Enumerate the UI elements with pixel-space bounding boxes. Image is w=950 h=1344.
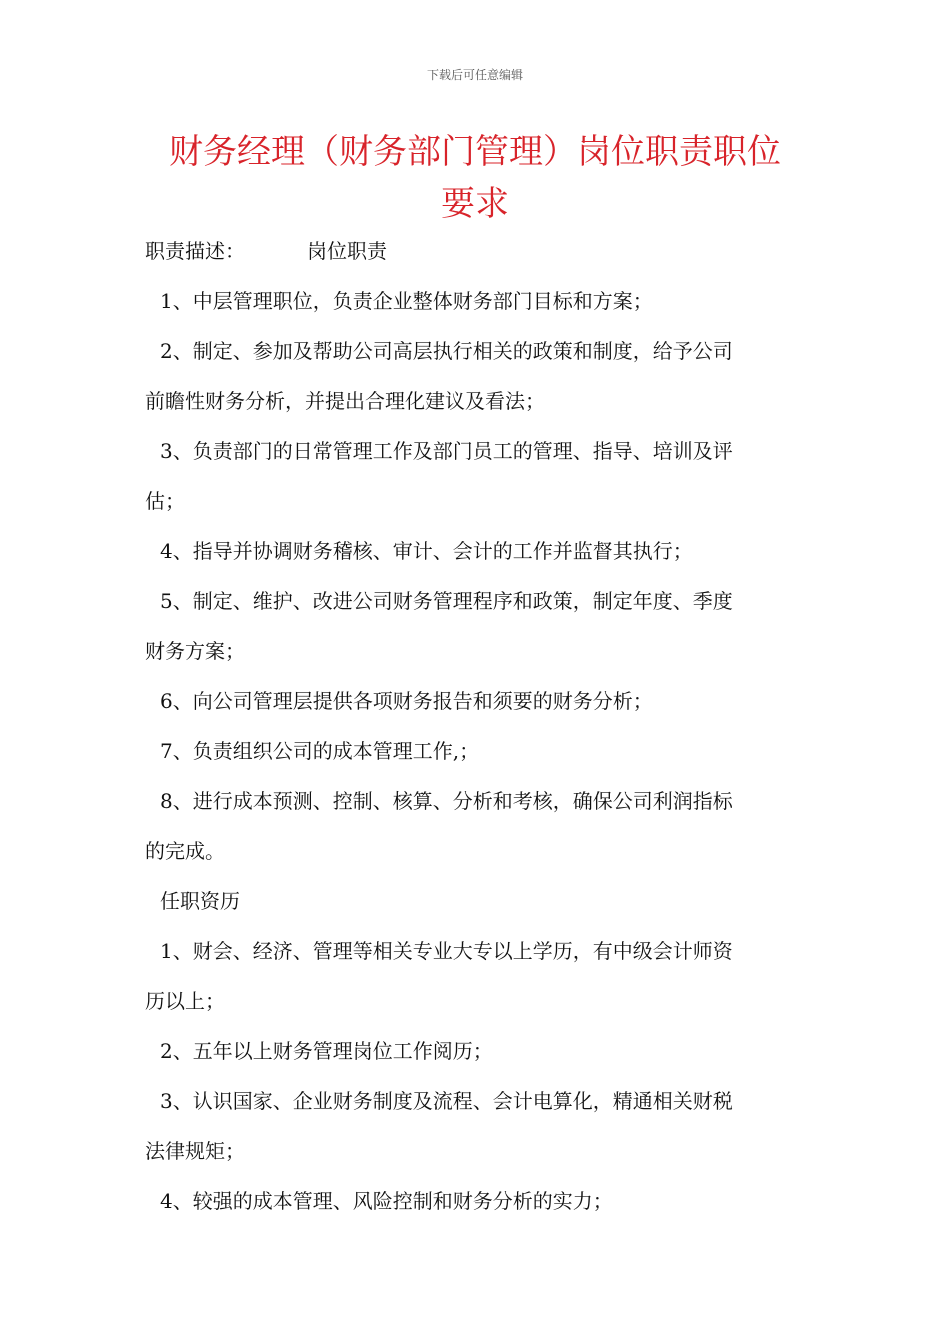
paragraph-line: 1、中层管理职位，负责企业整体财务部门目标和方案； xyxy=(160,289,653,313)
paragraph-line: 1、财会、经济、管理等相关专业大专以上学历，有中级会计师资 xyxy=(160,939,733,963)
document-body xyxy=(145,226,815,1226)
paragraph-line: 4、较强的成本管理、风险控制和财务分析的实力； xyxy=(160,1189,613,1213)
paragraph-line: 法律规矩； xyxy=(145,1139,245,1163)
duty-description-row xyxy=(145,226,815,276)
paragraph-line: 6、向公司管理层提供各项财务报告和须要的财务分析； xyxy=(160,689,653,713)
paragraph-line: 3、负责部门的日常管理工作及部门员工的管理、指导、培训及评 xyxy=(160,439,733,463)
title-line-1: 财务经理（财务部门管理）岗位职责职位 xyxy=(169,132,781,172)
title-line-2: 要求 xyxy=(441,184,509,224)
document-title xyxy=(140,126,810,230)
paragraph-line: 8、进行成本预测、控制、核算、分析和考核，确保公司利润指标 xyxy=(160,789,733,813)
paragraph-line: 4、指导并协调财务稽核、审计、会计的工作并监督其执行； xyxy=(160,539,693,563)
paragraph-line: 历以上； xyxy=(145,989,225,1013)
paragraph-line: 估； xyxy=(145,489,185,513)
paragraph-line: 2、制定、参加及帮助公司高层执行相关的政策和制度，给予公司 xyxy=(160,339,733,363)
section-heading-qualifications: 任职资历 xyxy=(160,889,240,913)
paragraph-line: 的完成。 xyxy=(145,839,225,863)
paragraph-line: 前瞻性财务分析，并提出合理化建议及看法； xyxy=(145,389,545,413)
paragraph-line: 财务方案； xyxy=(145,639,245,663)
paragraph-line: 7、负责组织公司的成本管理工作,； xyxy=(160,739,480,763)
paragraph-line: 3、认识国家、企业财务制度及流程、会计电算化，精通相关财税 xyxy=(160,1089,733,1113)
header-note: 下载后可任意编辑 xyxy=(426,68,523,82)
paragraph-line: 2、五年以上财务管理岗位工作阅历； xyxy=(160,1039,493,1063)
duty-label: 职责描述： xyxy=(145,239,245,263)
paragraph-line: 5、制定、维护、改进公司财务管理程序和政策，制定年度、季度 xyxy=(160,589,733,613)
duty-heading: 岗位职责 xyxy=(307,239,387,263)
